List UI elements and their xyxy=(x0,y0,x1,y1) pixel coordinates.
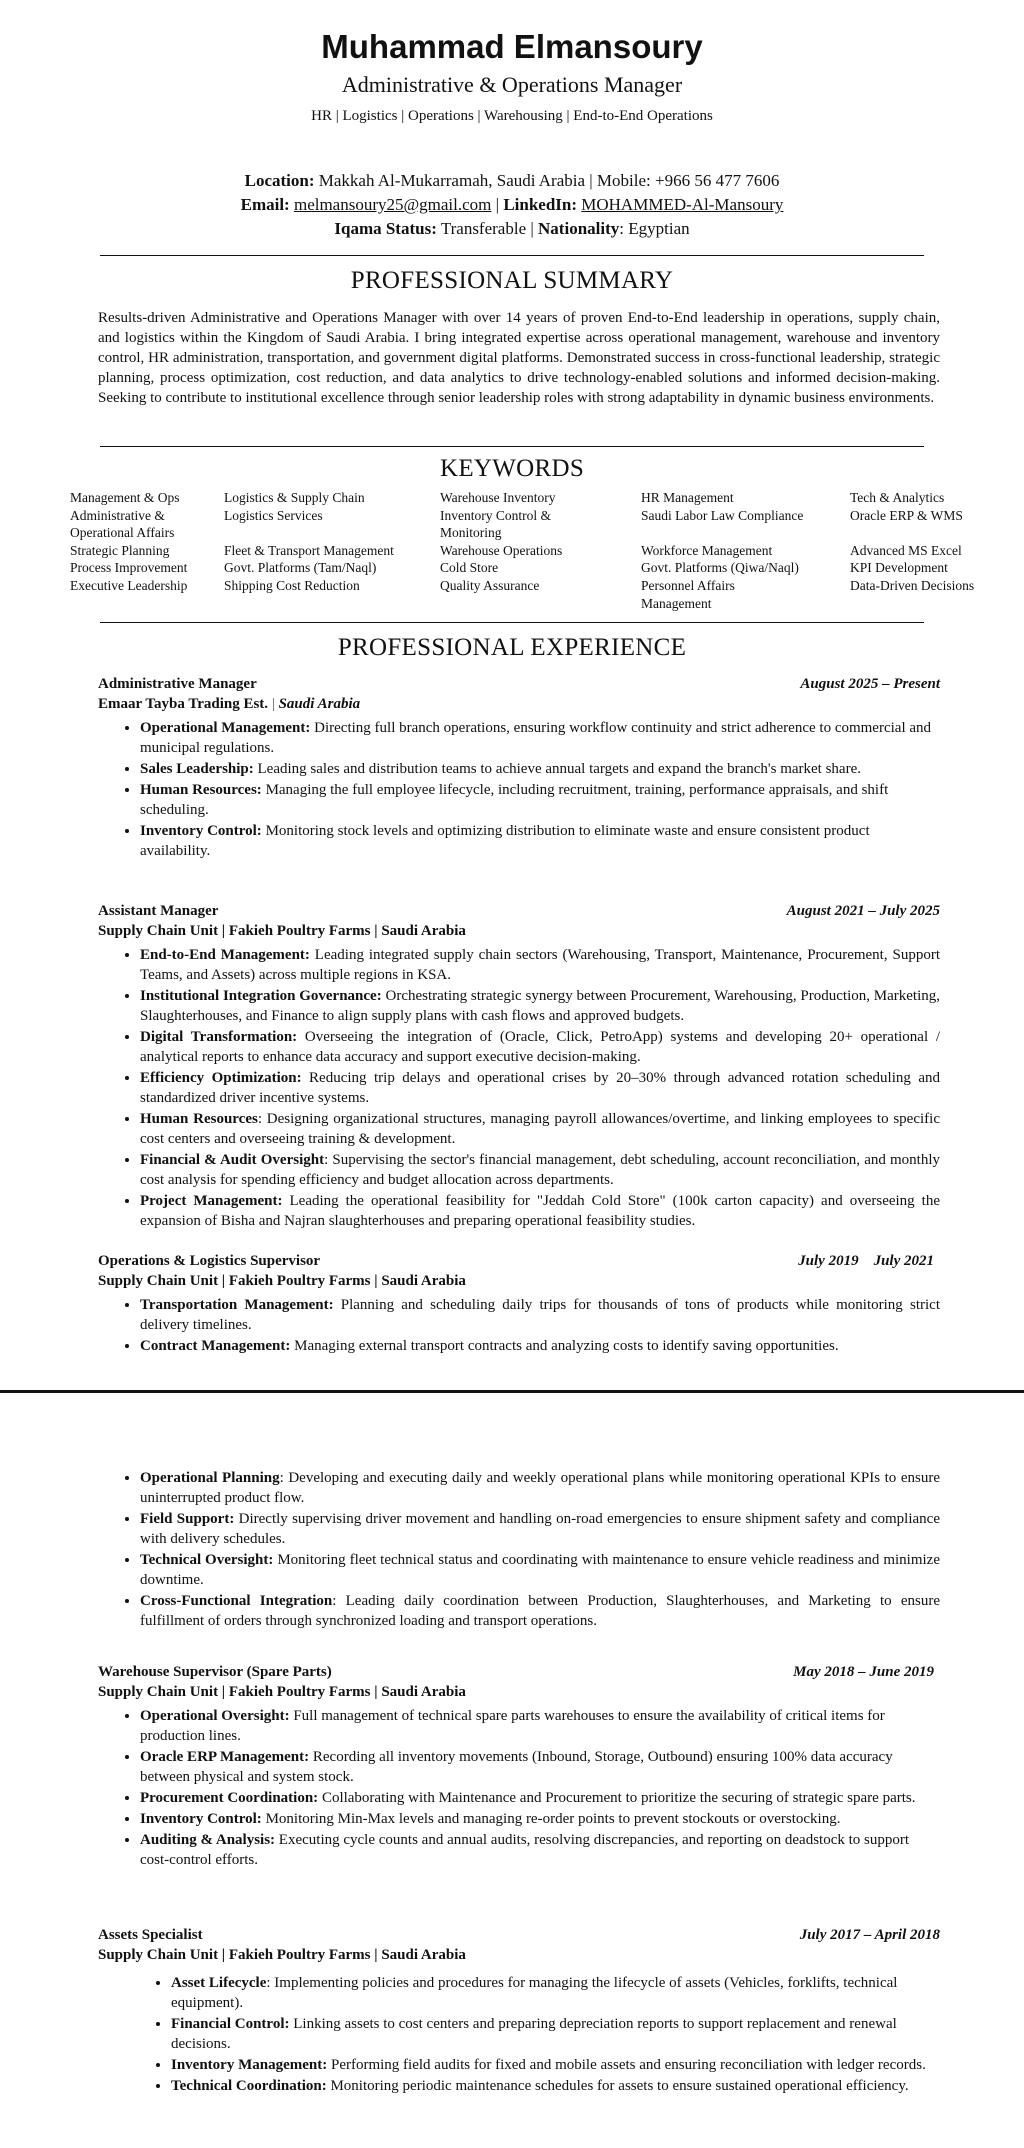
keyword-item: Inventory Control & Monitoring xyxy=(440,507,551,541)
job-bullets xyxy=(98,1295,940,1356)
bullet-item: • Project Management: Leading the operational feasibility for "Jeddah Cold Store" (100k carton capacity) and overseeing the expansion of Bisha and Najran slaughterhouses and preparing operational feasibility studies. xyxy=(140,1191,940,1231)
keyword-item: Workforce Management xyxy=(641,542,773,558)
bullet-item: • Sales Leadership: Leading sales and distribution teams to achieve annual targets and expand the branch's market share. xyxy=(140,759,940,779)
bullet-item: • End-to-End Management: Leading integrated supply chain sectors (Warehousing, Transport, Maintenance, Procurement, Support Teams, and Assets) across multiple regions in KSA. xyxy=(140,945,940,985)
email-link[interactable]: melmansoury25@gmail.com xyxy=(293,195,492,214)
job-assets-specialist xyxy=(98,1927,940,2097)
linkedin-label: LinkedIn: xyxy=(503,195,578,214)
bullet-item: • Inventory Management: Performing field audits for fixed and mobile assets and ensuring reconciliation with ledger records. xyxy=(171,2055,940,2075)
summary-text: Results-driven Administrative and Operations Manager with over 14 years of proven End-to-End leadership in operations, supply chain, and logistics within the Kingdom of Saudi Arabia. I bring integrated expertise across operational management, warehouse and inventory control, HR administration, transportation, and government digital platforms. Demonstrated success in cross-functional leadership, strategic planning, process optimization, cost reduction, and data analytics to drive technology-enabled solutions and informed decision-making. Seeking to contribute to institutional excellence through senior leadership roles with strong adaptability in dynamic business environments. xyxy=(98,310,940,406)
job-title: Operations & Logistics Supervisor xyxy=(98,1253,321,1269)
job-dates: July 2017 – April 2018 xyxy=(799,1927,940,1943)
keyword-item: Management & Ops xyxy=(70,490,180,505)
job-bullets xyxy=(98,718,940,861)
page-break xyxy=(0,1390,1024,1393)
job-assistant-manager xyxy=(98,903,940,1232)
company-location: Saudi Arabia xyxy=(278,696,361,712)
keyword-column-warehouse xyxy=(440,489,590,595)
bullet-item: • Inventory Control: Monitoring stock levels and optimizing distribution to eliminate waste and ensure consistent product availability. xyxy=(140,821,940,861)
job-bullets xyxy=(98,1973,940,2096)
keyword-item: Process Improvement xyxy=(70,560,188,576)
keyword-item: Quality Assurance xyxy=(440,577,540,593)
keyword-column-hr xyxy=(641,489,841,612)
job-dates: May 2018 – June 2019 xyxy=(793,1664,934,1680)
bullet-item: • Digital Transformation: Overseeing the integration of (Oracle, Click, PetroApp) systems and developing 20+ operational / analytical reports to enhance data accuracy and support executive decision-making. xyxy=(140,1027,940,1067)
divider xyxy=(100,622,924,623)
job-title: Assistant Manager xyxy=(98,903,219,919)
job-bullets xyxy=(98,1706,940,1870)
nationality-value: : Egyptian xyxy=(619,219,690,238)
keyword-item: HR Management xyxy=(641,490,734,505)
bullet-item: • Human Resources: Managing the full employee lifecycle, including recruitment, training, performance appraisals, and shift scheduling. xyxy=(140,780,940,820)
keyword-item: Tech & Analytics xyxy=(850,490,945,505)
bullet-item: • Procurement Coordination: Collaborating with Maintenance and Procurement to prioritize the securing of strategic spare parts. xyxy=(140,1788,940,1808)
keyword-item: Administrative & Operational Affairs xyxy=(70,507,175,541)
job-company xyxy=(98,696,940,716)
bullet-item: • Contract Management: Managing external transport contracts and analyzing costs to identify saving opportunities. xyxy=(140,1336,940,1356)
divider xyxy=(100,255,924,256)
keyword-item: Logistics Services xyxy=(224,507,323,523)
job-operations-logistics-supervisor xyxy=(98,1253,940,1357)
keyword-item: Cold Store xyxy=(440,560,499,576)
candidate-title: Administrative & Operations Manager xyxy=(341,72,683,97)
keyword-item: Saudi Labor Law Compliance xyxy=(641,507,804,523)
keyword-item: Govt. Platforms (Qiwa/Naql) xyxy=(641,560,799,576)
bullet-item: • Financial Control: Linking assets to cost centers and preparing depreciation reports to support replacement and renewal decisions. xyxy=(171,2014,940,2054)
keyword-item: Warehouse Operations xyxy=(440,542,563,558)
candidate-name: Muhammad Elmansoury xyxy=(321,28,703,65)
job-bullets xyxy=(98,945,940,1231)
iqama-value: Transferable | xyxy=(440,219,539,238)
keyword-item: Govt. Platforms (Tam/Naql) xyxy=(224,560,377,576)
bullet-item: • Institutional Integration Governance: Orchestrating strategic synergy between Procurement, Warehousing, Production, Marketing, Slaughterhouses, and Finance to align supply plans with cash flows and approved budgets. xyxy=(140,986,940,1026)
keyword-item: Fleet & Transport Management xyxy=(224,542,394,558)
bullet-item: • Operational Planning: Developing and executing daily and weekly operational plans while monitoring operational KPIs to ensure uninterrupted product flow. xyxy=(140,1468,940,1508)
keyword-item: Personnel Affairs Management xyxy=(641,577,735,611)
job-operations-logistics-supervisor-continued xyxy=(98,1466,940,1632)
keyword-item: Logistics & Supply Chain xyxy=(224,490,365,505)
company-name: Emaar Tayba Trading Est. xyxy=(98,696,269,712)
bullet-item: • Asset Lifecycle: Implementing policies and procedures for managing the lifecycle of assets (Vehicles, forklifts, technical equipment). xyxy=(171,1973,940,2013)
keyword-item: Strategic Planning xyxy=(70,542,170,558)
keyword-item: Data-Driven Decisions xyxy=(850,577,975,593)
job-dates: August 2021 – July 2025 xyxy=(786,903,940,919)
summary-heading: PROFESSIONAL SUMMARY xyxy=(350,267,674,294)
location-label: Location: xyxy=(244,171,315,190)
company-separator: | xyxy=(268,696,279,712)
bullet-item: • Transportation Management: Planning and scheduling daily trips for thousands of tons of products while monitoring strict delivery timelines. xyxy=(140,1295,940,1335)
bullet-item: • Human Resources: Designing organizational structures, managing payroll allowances/overtime, and linking employees to specific cost centers and overseeing training & development. xyxy=(140,1109,940,1149)
job-company: Supply Chain Unit | Fakieh Poultry Farms | Saudi Arabia xyxy=(98,1273,466,1289)
job-administrative-manager xyxy=(98,676,940,862)
keyword-column-management xyxy=(70,489,200,595)
keyword-item: Warehouse Inventory xyxy=(440,490,556,505)
iqama-label: Iqama Status: xyxy=(334,219,437,238)
bullet-item: • Efficiency Optimization: Reducing trip delays and operational crises by 20–30% through advanced rotation scheduling and standardized driver incentive systems. xyxy=(140,1068,940,1108)
location-line xyxy=(0,171,1024,191)
job-dates: August 2025 – Present xyxy=(800,676,940,692)
email-label: Email: xyxy=(240,195,290,214)
job-warehouse-supervisor xyxy=(98,1664,940,1871)
job-title: Administrative Manager xyxy=(98,676,257,692)
keyword-item: Advanced MS Excel xyxy=(850,542,962,558)
bullet-item: • Operational Management: Directing full branch operations, ensuring workflow continuity and strict adherence to commercial and municipal regulations. xyxy=(140,718,940,758)
keyword-column-logistics xyxy=(224,489,424,595)
bullet-item: • Technical Oversight: Monitoring fleet technical status and coordinating with maintenance to ensure vehicle readiness and minimize downtime. xyxy=(140,1550,940,1590)
bullet-item: • Field Support: Directly supervising driver movement and handling on-road emergencies to ensure shipment safety and compliance with delivery schedules. xyxy=(140,1509,940,1549)
bullet-item: • Operational Oversight: Full management of technical spare parts warehouses to ensure the availability of critical items for production lines. xyxy=(140,1706,940,1746)
job-title: Assets Specialist xyxy=(98,1927,203,1943)
keyword-spacer xyxy=(850,524,1020,542)
specialties-line: HR | Logistics | Operations | Warehousing | End-to-End Operations xyxy=(311,108,713,124)
job-company: Supply Chain Unit | Fakieh Poultry Farms | Saudi Arabia xyxy=(98,1947,466,1963)
divider xyxy=(100,446,924,447)
location-value: Makkah Al-Mukarramah, Saudi Arabia | Mobile: +966 56 477 7606 xyxy=(318,171,780,190)
keyword-spacer xyxy=(224,524,424,542)
bullet-item: • Cross-Functional Integration: Leading daily coordination between Production, Slaughterhouses, and Marketing to ensure fulfillment of orders through synchronized loading and transport operations. xyxy=(140,1591,940,1631)
keywords-heading: KEYWORDS xyxy=(439,455,585,482)
bullet-item: • Financial & Audit Oversight: Supervising the sector's financial management, debt scheduling, account reconciliation, and monthly cost analysis for spending efficiency and budget allocation across departments. xyxy=(140,1150,940,1190)
keyword-item: Oracle ERP & WMS xyxy=(850,507,963,523)
resume-page-2 xyxy=(0,1394,1024,2148)
job-dates: July 2019 July 2021 xyxy=(798,1253,934,1269)
bullet-item: • Auditing & Analysis: Executing cycle counts and annual audits, resolving discrepancies, and reporting on deadstock to support cost-control efforts. xyxy=(140,1830,940,1870)
job-company: Supply Chain Unit | Fakieh Poultry Farms | Saudi Arabia xyxy=(98,1684,466,1700)
linkedin-link[interactable]: MOHAMMED-Al-Mansoury xyxy=(581,195,784,214)
contact-line xyxy=(0,195,1024,215)
job-bullets xyxy=(98,1468,940,1631)
experience-heading: PROFESSIONAL EXPERIENCE xyxy=(337,634,687,661)
keyword-item: KPI Development xyxy=(850,560,948,576)
contact-separator: | xyxy=(491,195,504,214)
nationality-label: Nationality xyxy=(538,219,620,238)
keyword-item: Shipping Cost Reduction xyxy=(224,577,360,593)
bullet-item: • Technical Coordination: Monitoring periodic maintenance schedules for assets to ensure sustained operational efficiency. xyxy=(171,2076,940,2096)
job-title: Warehouse Supervisor (Spare Parts) xyxy=(98,1664,332,1680)
keyword-column-tech xyxy=(850,489,1020,595)
bullet-item: • Inventory Control: Monitoring Min-Max levels and managing re-order points to prevent stockouts or overstocking. xyxy=(140,1809,940,1829)
status-line xyxy=(0,219,1024,239)
keyword-spacer xyxy=(641,524,841,542)
keyword-item: Executive Leadership xyxy=(70,577,188,593)
job-company: Supply Chain Unit | Fakieh Poultry Farms | Saudi Arabia xyxy=(98,923,466,939)
bullet-item: • Oracle ERP Management: Recording all inventory movements (Inbound, Storage, Outbound) ensuring 100% data accuracy between physical and system stock. xyxy=(140,1747,940,1787)
